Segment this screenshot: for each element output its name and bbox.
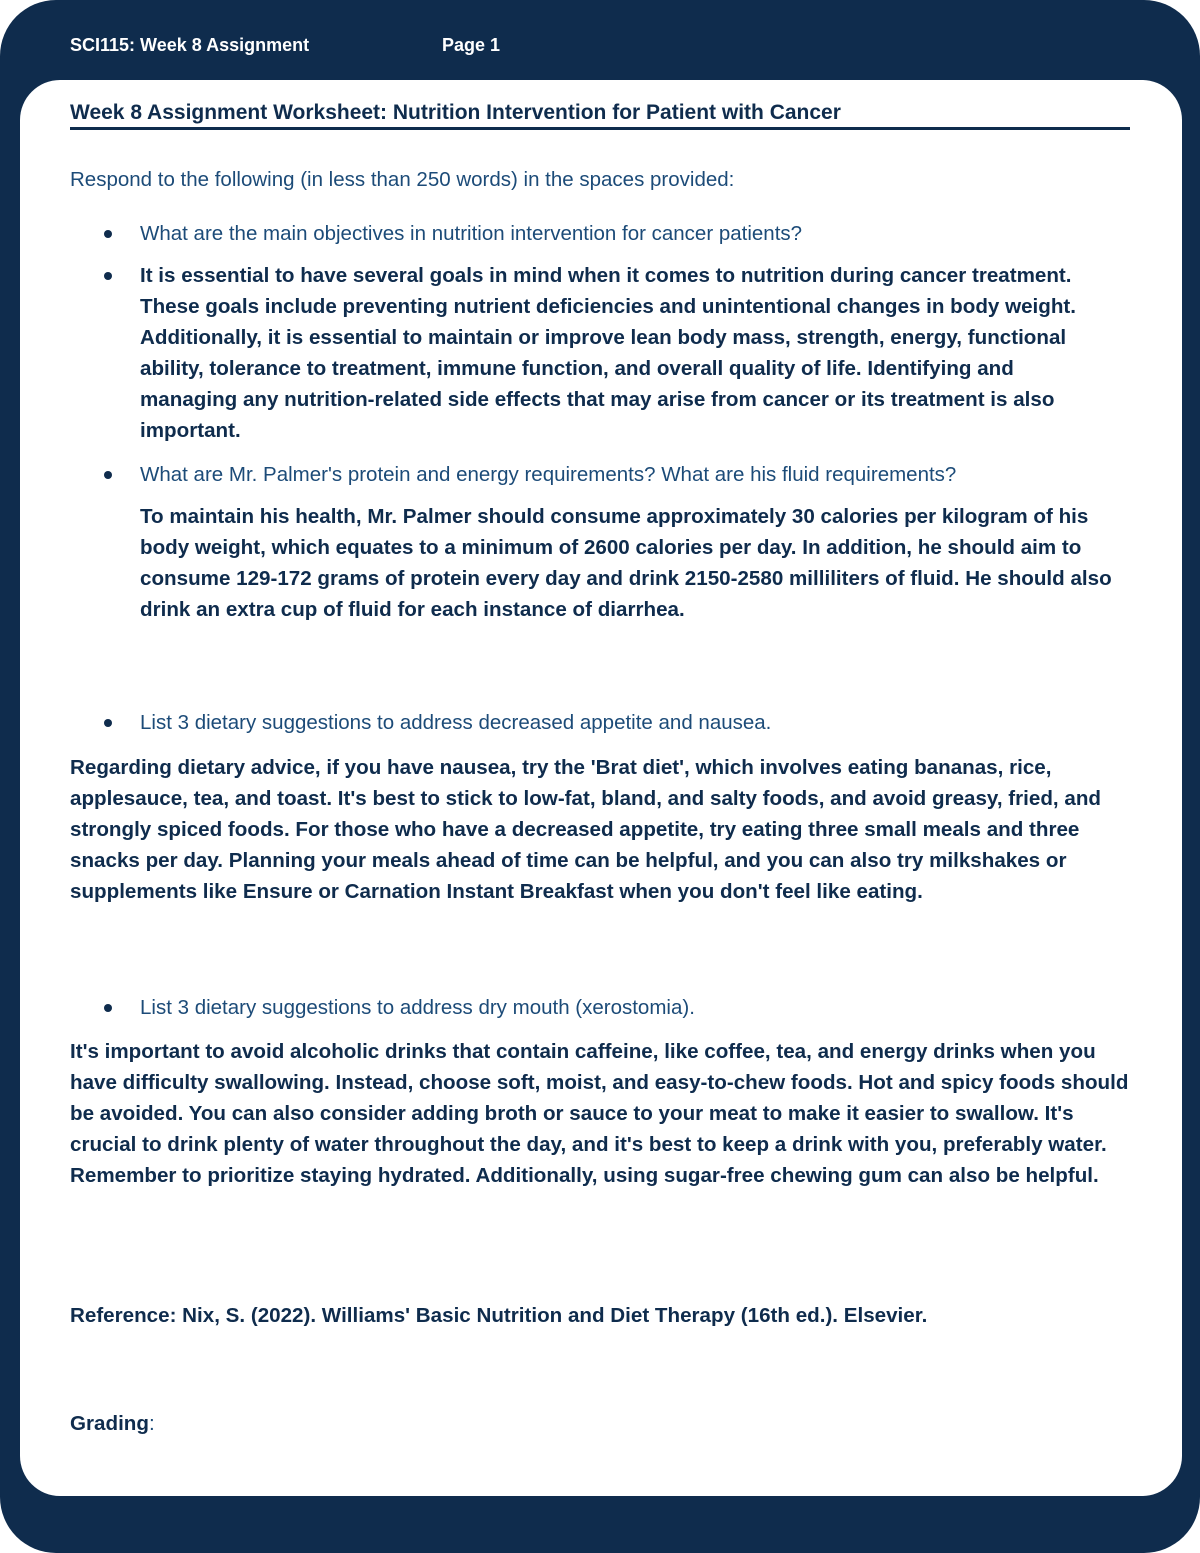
bullet-icon (104, 1004, 112, 1012)
question-1-answer: It is essential to have several goals in mind when it comes to nutrition during cancer treatment. These goals include preventing nutrient deficiencies and unintentional changes in body weight. Additionally, it is essential to maintain or improve lean body mass, strength, energy, functional ability, tolerance to treatment, immune function, and overall quality of life. Identifying and managing any nutrition-related side effects that may arise from cancer or its treatment is also important. (140, 264, 1076, 442)
bullet-icon (104, 230, 112, 238)
question-1-prompt: What are the main objectives in nutrition intervention for cancer patients? (140, 222, 803, 245)
question-2-answer: To maintain his health, Mr. Palmer should consume approximately 30 calories per kilogram of his body weight, which equates to a minimum of 2600 calories per day. In addition, he should aim to consume 129-172 grams of protein every day and drink 2150-2580 milliliters of fluid. He should also drink an extra cup of fluid for each instance of diarrhea. (140, 505, 1112, 621)
question-2-prompt: What are Mr. Palmer's protein and energy requirements? What are his fluid requirements? (140, 463, 957, 486)
question-4-answer: It's important to avoid alcoholic drinks that contain caffeine, like coffee, tea, and energy drinks when you have difficulty swallowing. Instead, choose soft, moist, and easy-to-chew foods. Hot and spicy foods should be avoided. You can also consider adding broth or sauce to your meat to make it easier to swallow. It's crucial to drink plenty of water throughout the day, and it's best to keep a drink with you, preferably water. Remember to prioritize staying hydrated. Additionally, using sugar-free chewing gum can also be helpful. (70, 1040, 1129, 1187)
grading-colon: : (148, 1412, 155, 1435)
grading-label: Grading (70, 1412, 149, 1435)
title-underline (70, 127, 1130, 130)
question-4-prompt: List 3 dietary suggestions to address dry mouth (xerostomia). (140, 996, 695, 1019)
worksheet-card (20, 80, 1182, 1496)
reference-citation: Reference: Nix, S. (2022). Williams' Basic Nutrition and Diet Therapy (16th ed.). Elsevier. (70, 1304, 928, 1327)
worksheet-title: Week 8 Assignment Worksheet: Nutrition Intervention for Patient with Cancer (70, 101, 841, 124)
course-label: SCI115: Week 8 Assignment (70, 35, 310, 55)
page-number: Page 1 (442, 35, 501, 55)
bullet-icon (104, 471, 112, 479)
instructions-text: Respond to the following (in less than 250 words) in the spaces provided: (70, 168, 735, 191)
question-3-answer: Regarding dietary advice, if you have nausea, try the 'Brat diet', which involves eating bananas, rice, applesauce, tea, and toast. It's best to stick to low-fat, bland, and salty foods, and avoid greasy, fried, and strongly spiced foods. For those who have a decreased appetite, try eating three small meals and three snacks per day. Planning your meals ahead of time can be helpful, and you can also try milkshakes or supplements like Ensure or Carnation Instant Breakfast when you don't feel like eating. (70, 756, 1101, 903)
grading-section (70, 1412, 155, 1436)
bullet-icon (104, 272, 112, 280)
question-3-prompt: List 3 dietary suggestions to address decreased appetite and nausea. (140, 711, 772, 734)
bullet-icon (104, 719, 112, 727)
